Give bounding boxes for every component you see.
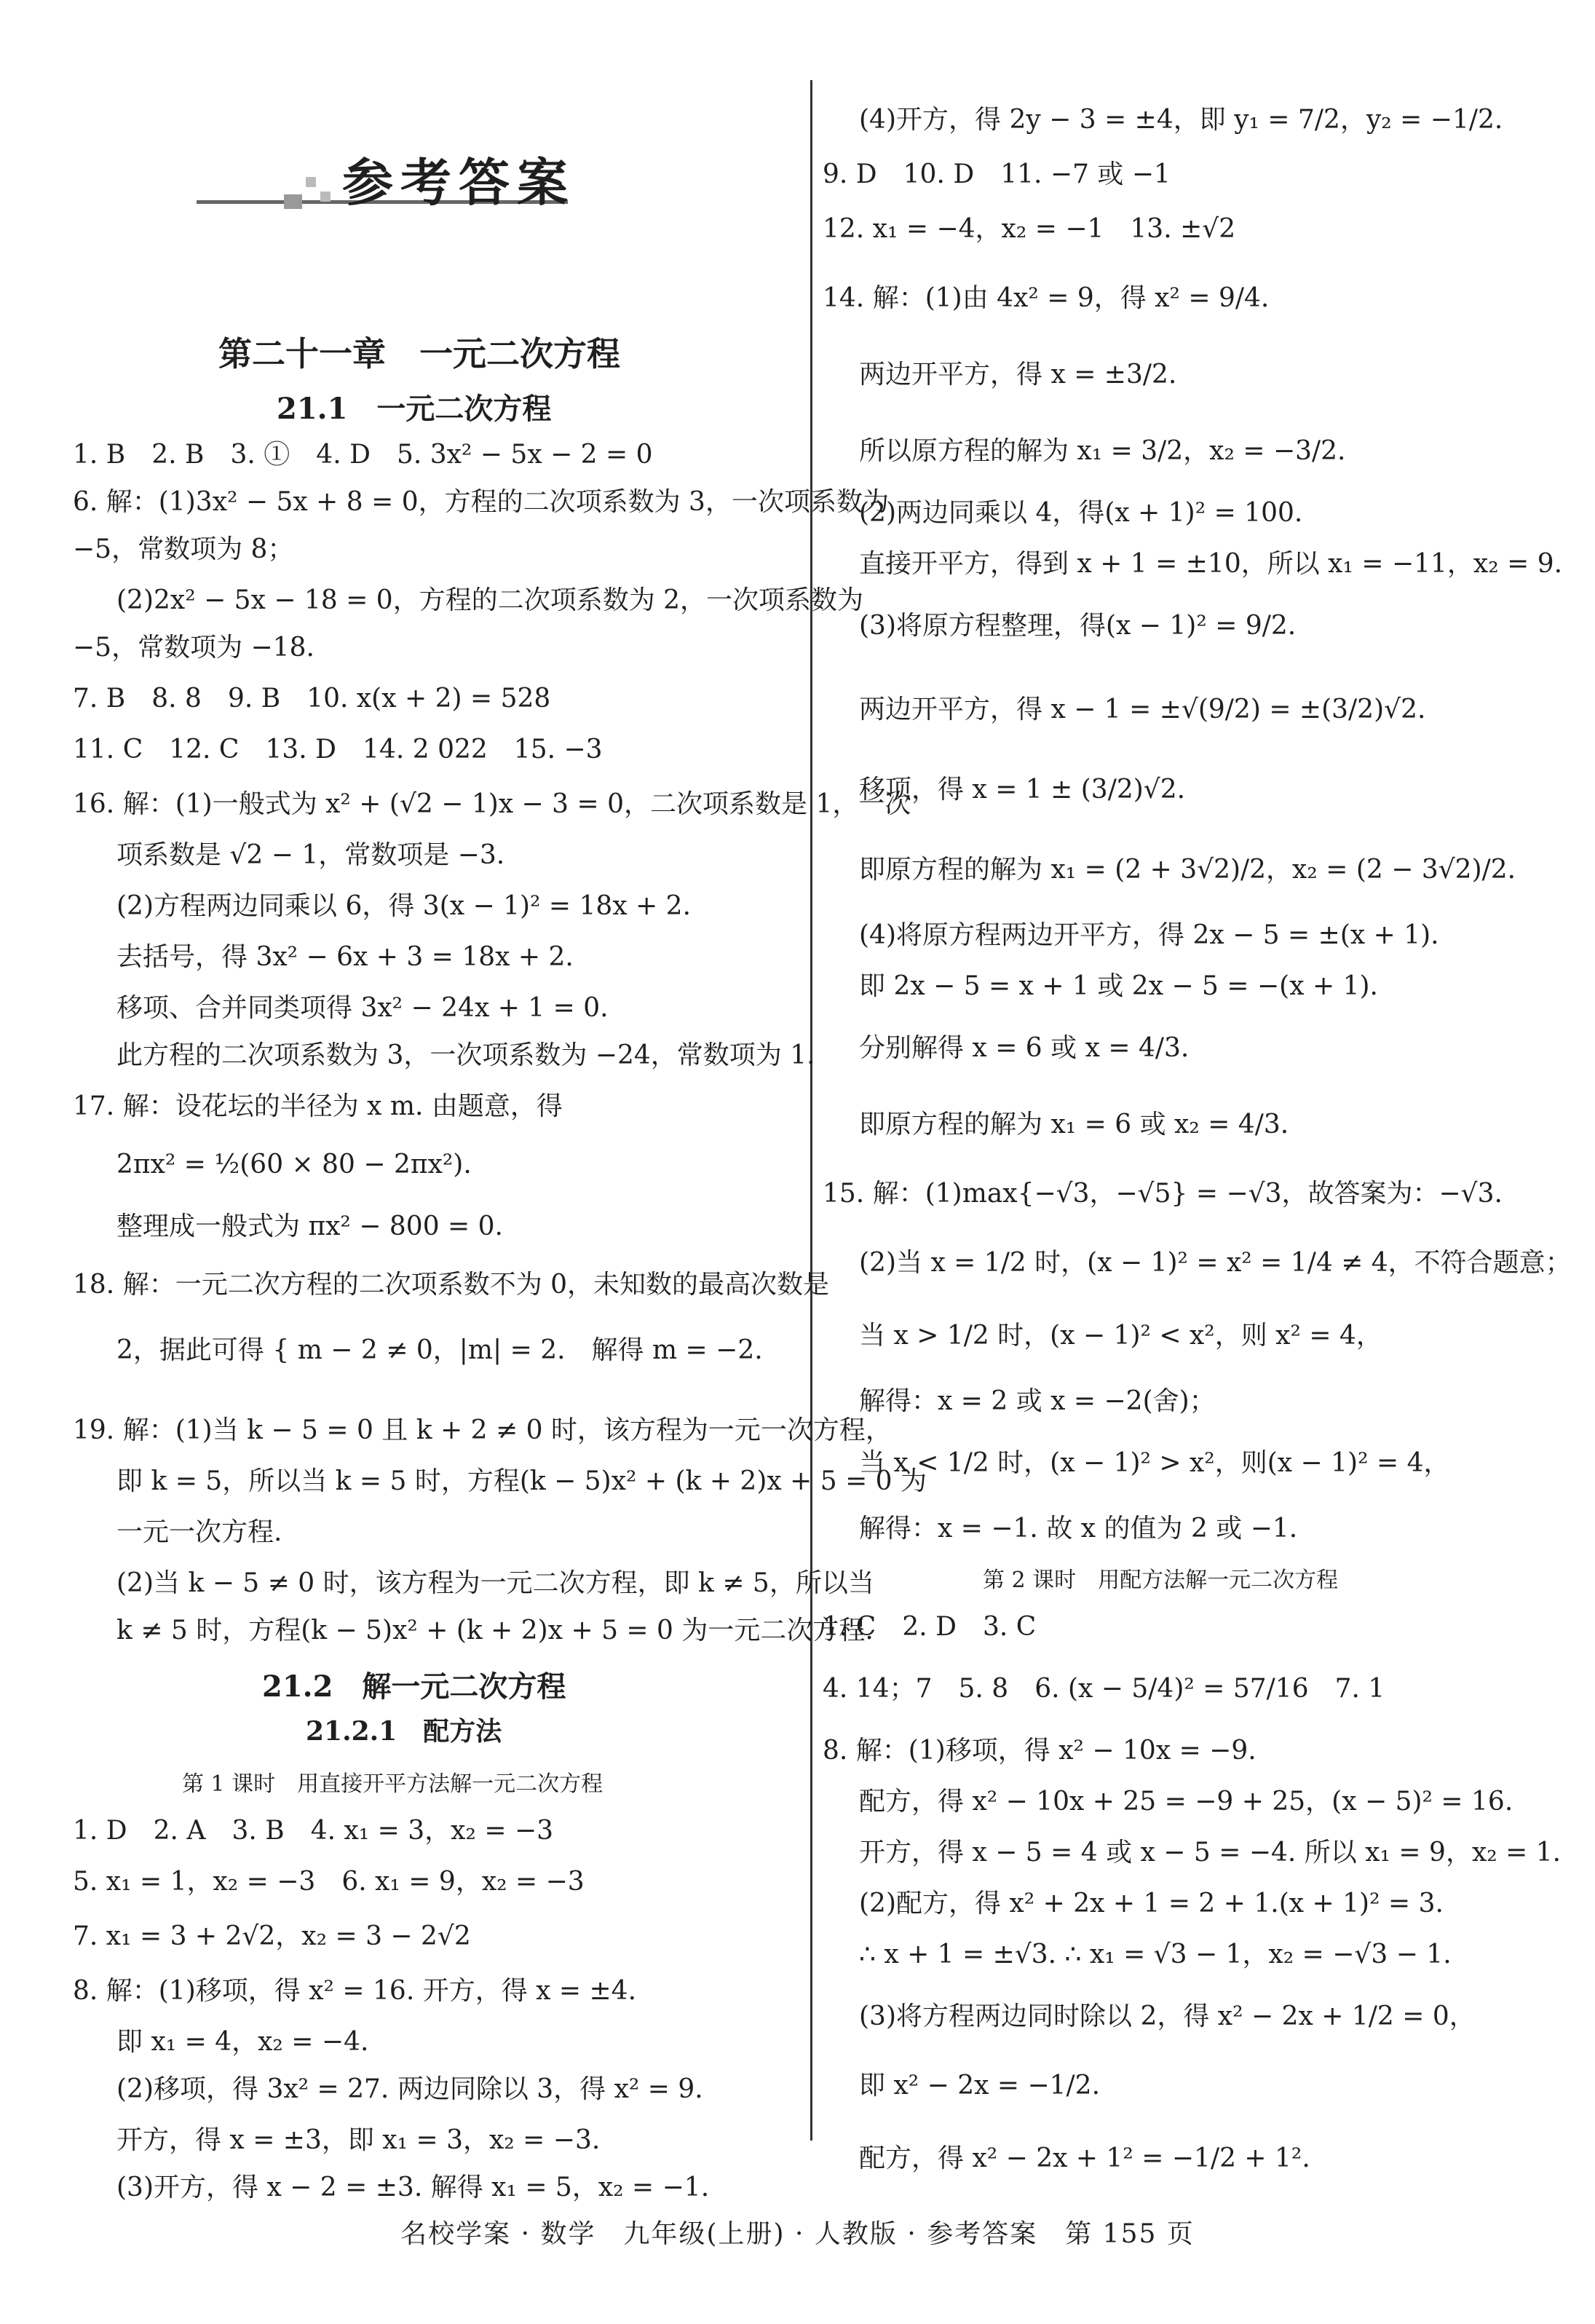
answer-line: 7. B 8. 8 9. B 10. x(x + 2) = 528 xyxy=(73,684,551,714)
answer-line: 当 x > 1/2 时，(x − 1)² < x²，则 x² = 4， xyxy=(859,1321,1382,1351)
answer-line: 15. 解：(1)max{−√3，−√5} = −√3，故答案为：−√3. xyxy=(823,1179,1503,1209)
answer-line: (2)当 x = 1/2 时，(x − 1)² = x² = 1/4 ≠ 4，不符合题意； xyxy=(859,1248,1572,1278)
answer-line: (3)将方程两边同时除以 2，得 x² − 2x + 1/2 = 0， xyxy=(859,2001,1476,2031)
answer-line: 解得：x = 2 或 x = −2(舍)； xyxy=(859,1386,1216,1416)
answer-line: 9. D 10. D 11. −7 或 −1 xyxy=(823,159,1171,189)
title-decoration-square xyxy=(320,191,331,202)
answer-line: 18. 解：一元二次方程的二次项系数不为 0，未知数的最高次数是 xyxy=(73,1270,830,1300)
answer-line: 直接开平方，得到 x + 1 = ±10，所以 x₁ = −11，x₂ = 9. xyxy=(859,549,1563,579)
answer-line: (2)2x² − 5x − 18 = 0，方程的二次项系数为 2，一次项系数为 xyxy=(116,585,864,615)
answer-line: 所以原方程的解为 x₁ = 3/2，x₂ = −3/2. xyxy=(859,436,1346,466)
answer-line: 去括号，得 3x² − 6x + 3 = 18x + 2. xyxy=(116,942,574,972)
answer-line: 项系数是 √2 − 1，常数项是 −3. xyxy=(116,840,505,870)
answer-line: 移项，得 x = 1 ± (3/2)√2. xyxy=(859,775,1186,805)
answer-line: 8. 解：(1)移项，得 x² − 10x = −9. xyxy=(823,1736,1256,1766)
answer-line: 开方，得 x = ±3，即 x₁ = 3，x₂ = −3. xyxy=(116,2125,601,2155)
answer-line: 移项、合并同类项得 3x² − 24x + 1 = 0. xyxy=(116,993,609,1023)
answer-line: (2)配方，得 x² + 2x + 1 = 2 + 1.(x + 1)² = 3. xyxy=(859,1889,1444,1918)
answer-line: 6. 解：(1)3x² − 5x + 8 = 0，方程的二次项系数为 3，一次项系数为 xyxy=(73,487,889,517)
answer-line: 两边开平方，得 x − 1 = ±√(9/2) = ±(3/2)√2. xyxy=(859,695,1426,724)
answer-line: 开方，得 x − 5 = 4 或 x − 5 = −4. 所以 x₁ = 9，x₂ = 1. xyxy=(859,1838,1562,1868)
answer-line: (3)开方，得 x − 2 = ±3. 解得 x₁ = 5，x₂ = −1. xyxy=(116,2173,710,2202)
answer-line: 2，据此可得 { m − 2 ≠ 0，|m| = 2. 解得 m = −2. xyxy=(116,1335,763,1365)
answer-line: 即原方程的解为 x₁ = 6 或 x₂ = 4/3. xyxy=(859,1110,1289,1139)
lesson-title: 第 2 课时 用配方法解一元二次方程 xyxy=(983,1568,1339,1593)
answer-line: 14. 解：(1)由 4x² = 9，得 x² = 9/4. xyxy=(823,283,1270,313)
answer-line: 4. 14；7 5. 8 6. (x − 5/4)² = 57/16 7. 1 xyxy=(823,1674,1385,1704)
answer-line: 两边开平方，得 x = ±3/2. xyxy=(859,360,1177,390)
answer-line: 19. 解：(1)当 k − 5 = 0 且 k + 2 ≠ 0 时，该方程为一元一次方程， xyxy=(73,1415,892,1445)
answer-line: 解得：x = −1. 故 x 的值为 2 或 −1. xyxy=(859,1514,1298,1544)
answer-line: ∴ x + 1 = ±√3. ∴ x₁ = √3 − 1，x₂ = −√3 − 1. xyxy=(859,1940,1452,1969)
answer-title-block xyxy=(197,127,575,215)
answer-line: 即 k = 5，所以当 k = 5 时，方程(k − 5)x² + (k + 2)x + 5 = 0 为 xyxy=(116,1466,927,1496)
chapter-title: 第二十一章 一元二次方程 xyxy=(218,334,620,374)
answer-line: 此方程的二次项系数为 3，一次项系数为 −24，常数项为 1. xyxy=(116,1040,815,1070)
answer-line: (4)开方，得 2y − 3 = ±4，即 y₁ = 7/2，y₂ = −1/2. xyxy=(859,105,1503,135)
answer-line: (2)移项，得 3x² = 27. 两边同除以 3，得 x² = 9. xyxy=(116,2074,703,2104)
answer-line: 即 x₁ = 4，x₂ = −4. xyxy=(116,2027,369,2057)
answer-line: 分别解得 x = 6 或 x = 4/3. xyxy=(859,1033,1190,1063)
section-title: 21.2 解一元二次方程 xyxy=(262,1669,566,1704)
answer-line: 11. C 12. C 13. D 14. 2 022 15. −3 xyxy=(73,735,603,764)
answer-line: (3)将原方程整理，得(x − 1)² = 9/2. xyxy=(859,611,1297,641)
answer-line: 1. C 2. D 3. C xyxy=(823,1612,1037,1642)
answer-line: (2)当 k − 5 ≠ 0 时，该方程为一元二次方程，即 k ≠ 5，所以当 xyxy=(116,1568,874,1598)
answer-line: 当 x < 1/2 时，(x − 1)² > x²，则(x − 1)² = 4， xyxy=(859,1448,1450,1478)
answer-line: 16. 解：(1)一般式为 x² + (√2 − 1)x − 3 = 0，二次项系数是 1，一次 xyxy=(73,789,911,819)
title-decoration xyxy=(284,194,302,209)
answer-line: (4)将原方程两边开平方，得 2x − 5 = ±(x + 1). xyxy=(859,920,1439,950)
answer-line: 即原方程的解为 x₁ = (2 + 3√2)/2，x₂ = (2 − 3√2)/2. xyxy=(859,855,1516,885)
answer-line: −5，常数项为 8； xyxy=(73,534,294,564)
answer-line: 5. x₁ = 1，x₂ = −3 6. x₁ = 9，x₂ = −3 xyxy=(73,1867,585,1897)
answer-line: (2)两边同乘以 4，得(x + 1)² = 100. xyxy=(859,498,1303,528)
lesson-title: 第 1 课时 用直接开平方法解一元二次方程 xyxy=(182,1771,603,1797)
answer-line: 2πx² = ½(60 × 80 − 2πx²). xyxy=(116,1150,472,1179)
section-title: 21.1 一元二次方程 xyxy=(277,392,552,426)
page-title: 参考答案 xyxy=(342,152,575,213)
answer-line: 即 2x − 5 = x + 1 或 2x − 5 = −(x + 1). xyxy=(859,971,1378,1001)
answer-line: 8. 解：(1)移项，得 x² = 16. 开方，得 x = ±4. xyxy=(73,1976,637,2006)
answer-line: −5，常数项为 −18. xyxy=(73,633,314,663)
answer-line: 17. 解：设花坛的半径为 x m. 由题意，得 xyxy=(73,1091,563,1121)
column-divider xyxy=(810,80,812,2141)
answer-line: 7. x₁ = 3 + 2√2，x₂ = 3 − 2√2 xyxy=(73,1921,471,1951)
answer-line: k ≠ 5 时，方程(k − 5)x² + (k + 2)x + 5 = 0 为一元二次方程. xyxy=(116,1616,874,1645)
answer-line: 配方，得 x² − 10x + 25 = −9 + 25，(x − 5)² = 16. xyxy=(859,1787,1513,1817)
answer-line: 1. D 2. A 3. B 4. x₁ = 3，x₂ = −3 xyxy=(73,1816,554,1846)
answer-line: 1. B 2. B 3. ① 4. D 5. 3x² − 5x − 2 = 0 xyxy=(73,440,653,470)
subsection-title: 21.2.1 配方法 xyxy=(306,1716,502,1747)
answer-line: 一元一次方程. xyxy=(116,1517,282,1547)
title-decoration-square xyxy=(306,177,316,187)
answer-line: (2)方程两边同乘以 6，得 3(x − 1)² = 18x + 2. xyxy=(116,891,692,921)
answer-line: 12. x₁ = −4，x₂ = −1 13. ±√2 xyxy=(823,214,1236,244)
answer-line: 整理成一般式为 πx² − 800 = 0. xyxy=(116,1212,504,1241)
page-footer: 名校学案 · 数学 九年级(上册) · 人教版 · 参考答案 第 155 页 xyxy=(400,2219,1195,2249)
answer-line: 即 x² − 2x = −1/2. xyxy=(859,2071,1101,2100)
answer-line: 配方，得 x² − 2x + 1² = −1/2 + 1². xyxy=(859,2143,1310,2173)
